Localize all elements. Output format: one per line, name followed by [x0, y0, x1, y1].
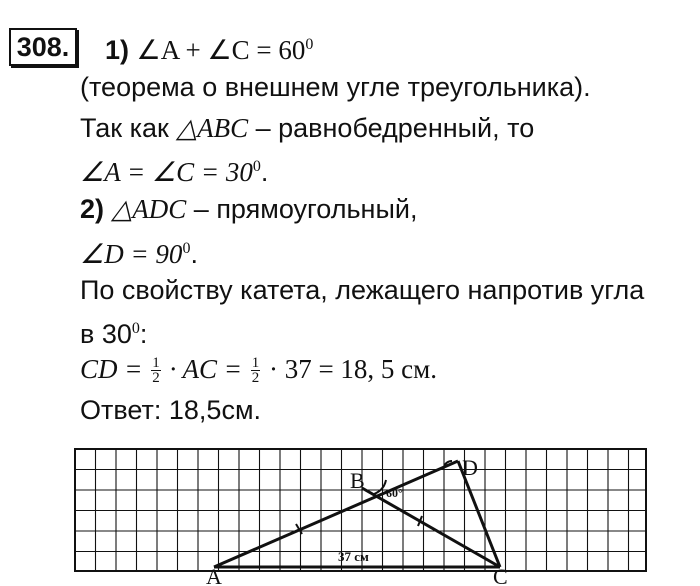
property-cont-text: в 30: [80, 319, 132, 349]
colon: :: [139, 319, 148, 349]
vertex-d: D: [462, 455, 478, 480]
calc-part-c: · 37 = 18, 5 см.: [262, 354, 438, 384]
step-1-label: 1): [105, 35, 130, 65]
step-2-label: 2): [80, 194, 105, 224]
fraction-num: 1: [152, 355, 160, 372]
degree-sup: 0: [305, 36, 314, 53]
period: .: [190, 239, 198, 269]
triangle-abc: △ABC: [176, 113, 249, 143]
isosceles-rest: – равнобедренный, то: [248, 113, 535, 143]
vertex-b: B: [350, 468, 365, 493]
angle-label: 60°: [386, 486, 403, 500]
degree-sup: 0: [182, 240, 191, 257]
calc-part-b: · AC =: [162, 354, 249, 384]
vertex-c: C: [493, 564, 508, 586]
triangle-adc: △ADC: [111, 194, 187, 224]
right-triangle-text: – прямоугольный,: [186, 194, 418, 224]
angle-d-expr: ∠D = 90: [80, 239, 183, 269]
step-1-expr: ∠A + ∠C = 60: [136, 35, 306, 65]
period: .: [260, 157, 269, 187]
property-line: По свойству катета, лежащего напротив угла: [80, 275, 645, 305]
theorem-line: (теорема о внешнем угле треугольника).: [80, 72, 591, 102]
degree-sup: 0: [131, 320, 140, 337]
angles-30-expr: ∠A = ∠C = 30: [80, 157, 253, 187]
calc-part-a: CD =: [80, 354, 150, 384]
fraction-num: 1: [251, 355, 260, 372]
answer-line: Ответ: 18,5см.: [80, 395, 262, 425]
vertex-a: A: [206, 564, 222, 586]
side-length-label: 37 см: [338, 549, 369, 564]
degree-sup: 0: [252, 158, 261, 175]
fraction-den: 2: [152, 370, 160, 387]
fraction-den: 2: [251, 370, 260, 387]
problem-number: 308.: [9, 28, 77, 66]
isosceles-text: Так как: [80, 113, 177, 143]
